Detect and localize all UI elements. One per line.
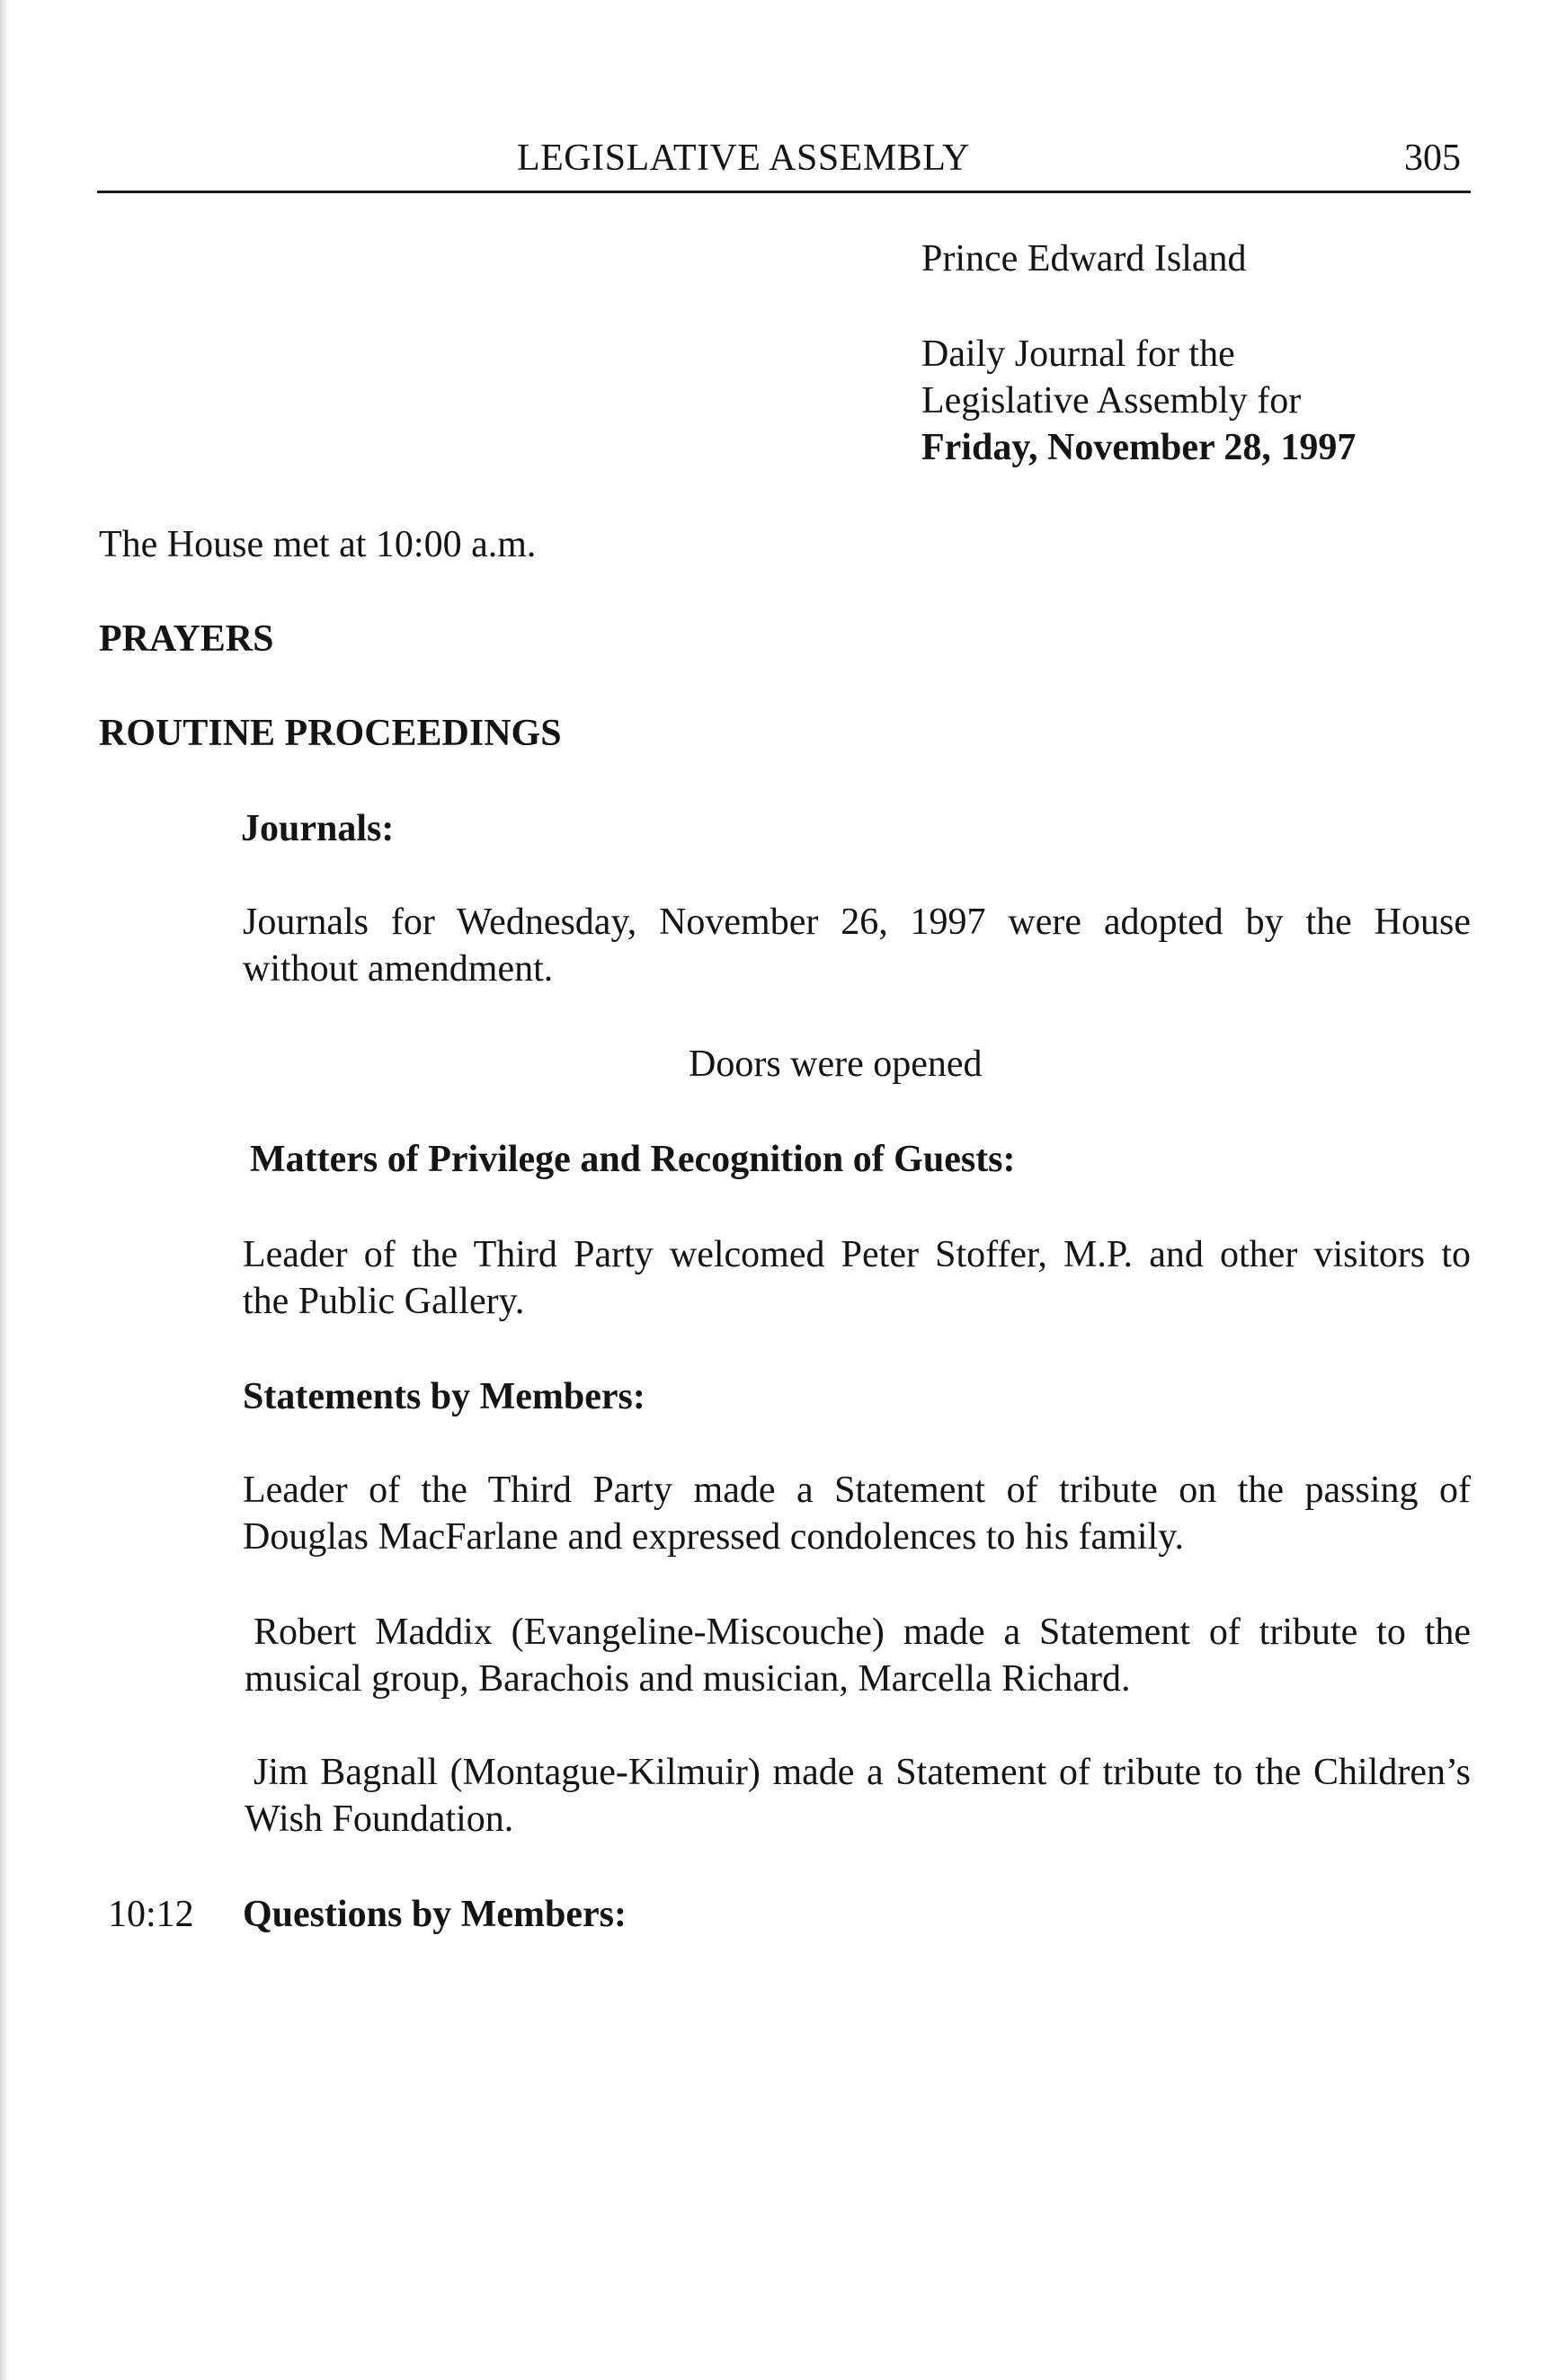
page-number: 305 [1404, 138, 1461, 179]
privilege-paragraph [243, 1231, 1471, 1325]
heading-statements: Statements by Members: [243, 1376, 645, 1417]
masthead-journal-block [921, 331, 1356, 471]
masthead-date: Friday, November 28, 1997 [921, 427, 1357, 468]
heading-privilege: Matters of Privilege and Recognition of Guests: [250, 1139, 1016, 1180]
header-rule [97, 191, 1471, 193]
privilege-line: the Public Gallery. [243, 1281, 525, 1322]
questions-time: 10:12 [108, 1894, 194, 1935]
statement-paragraph [245, 1609, 1471, 1702]
heading-prayers: PRAYERS [99, 618, 274, 660]
statement-paragraph [243, 1467, 1471, 1560]
masthead-province-block [921, 235, 1247, 282]
heading-journals: Journals: [241, 808, 395, 849]
statement-line: Douglas MacFarlane and expressed condolences to his family. [243, 1516, 1184, 1558]
scan-edge-shadow [0, 0, 9, 2380]
statement-line: musical group, Barachois and musician, Marcella Richard. [245, 1658, 1131, 1700]
statement-line: Leader of the Third Party made a Statement of tribute on the passing of [243, 1470, 1471, 1511]
masthead-province: Prince Edward Island [921, 238, 1247, 280]
statement-paragraph [245, 1749, 1471, 1843]
privilege-line: Leader of the Third Party welcomed Peter Stoffer, M.P. and other visitors to [243, 1234, 1471, 1275]
statement-line: Wish Foundation. [245, 1798, 514, 1840]
doors-opened: Doors were opened [689, 1043, 983, 1085]
heading-routine-proceedings: ROUTINE PROCEEDINGS [99, 713, 562, 754]
journals-line: Journals for Wednesday, November 26, 1997 were adopted by the House [243, 901, 1471, 943]
journals-paragraph [243, 899, 1471, 992]
running-header-title: LEGISLATIVE ASSEMBLY [517, 138, 970, 179]
heading-questions: Questions by Members: [243, 1894, 627, 1935]
statement-line: Robert Maddix (Evangeline-Miscouche) made a Statement of tribute to the [254, 1612, 1471, 1653]
statement-line: Jim Bagnall (Montague-Kilmuir) made a Statement of tribute to the Children’s [254, 1752, 1471, 1793]
journals-line: without amendment. [243, 948, 554, 990]
masthead-journal-line2: Legislative Assembly for [921, 380, 1302, 422]
opening-line: The House met at 10:00 a.m. [99, 524, 537, 565]
masthead-journal-line1: Daily Journal for the [921, 333, 1235, 375]
